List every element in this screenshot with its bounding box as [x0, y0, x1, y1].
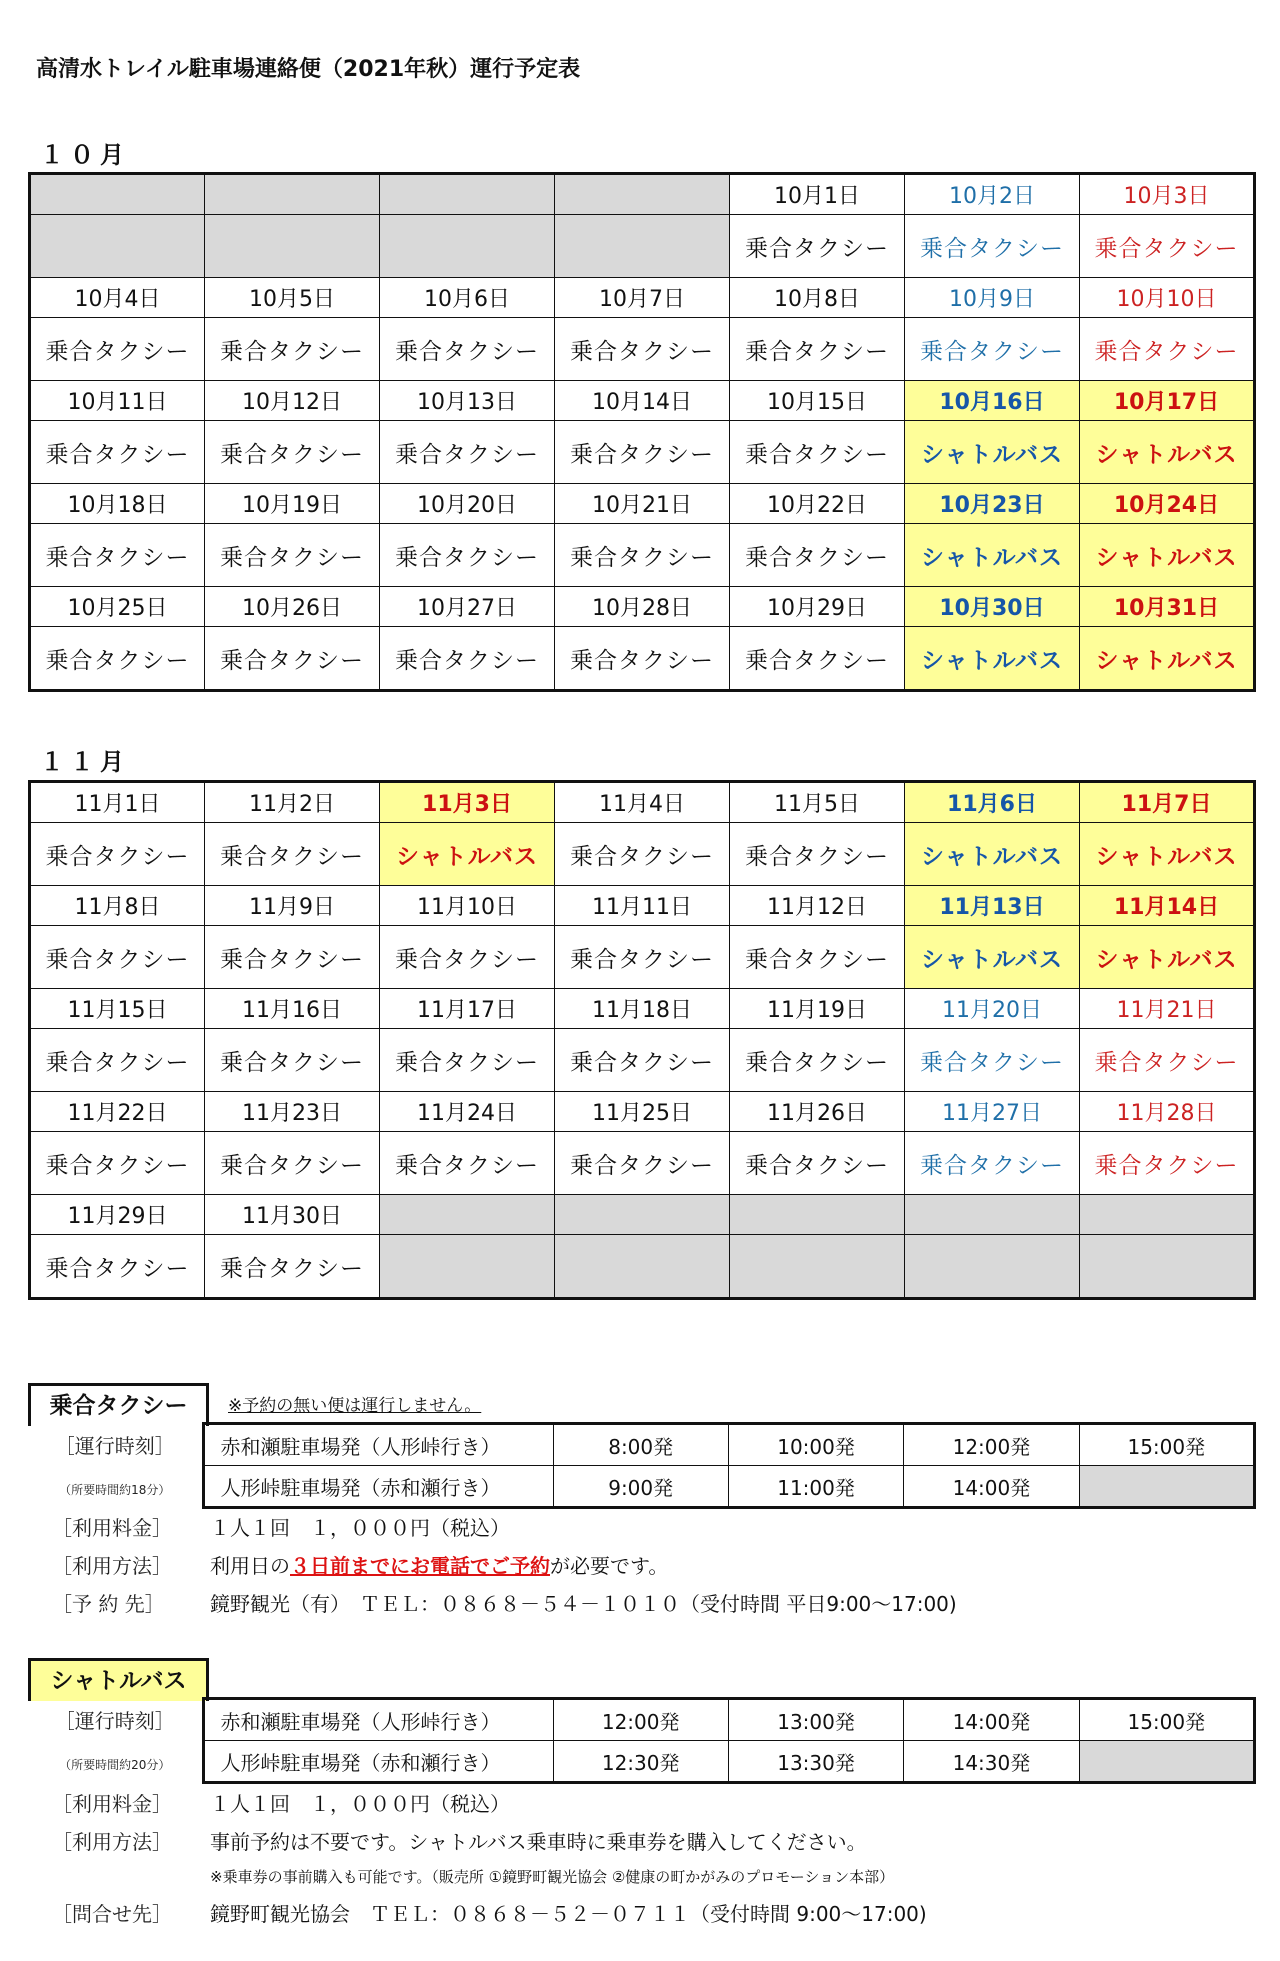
service-cell: 乗合タクシー: [730, 926, 905, 989]
calendar-service-row: [30, 1235, 1255, 1299]
date-cell: 11月6日: [905, 782, 1080, 823]
bus-usage: ［利用方法］ 事前予約は不要です。シャトルバス乗車時に乗車券を購入してください。: [52, 1830, 867, 1854]
date-cell: 11月2日: [205, 782, 380, 823]
service-cell: 乗合タクシー: [730, 318, 905, 381]
bus-schedule: [28, 1697, 1256, 1784]
empty-cell: [730, 1195, 905, 1235]
empty-cell: [30, 215, 205, 278]
taxi-time: 12:00発: [904, 1424, 1079, 1466]
date-cell: 11月20日: [905, 989, 1080, 1029]
date-cell: 10月23日: [905, 484, 1080, 524]
service-cell: 乗合タクシー: [380, 627, 555, 691]
empty-cell: [905, 1235, 1080, 1299]
calendar-date-row: [30, 174, 1255, 215]
service-cell: シャトルバス: [1080, 926, 1255, 989]
date-cell: 10月14日: [555, 381, 730, 421]
date-cell: 10月22日: [730, 484, 905, 524]
date-cell: 10月21日: [555, 484, 730, 524]
bus-sched-sub: （所要時間約20分）: [59, 1757, 171, 1772]
taxi-time: 11:00発: [728, 1466, 903, 1508]
date-cell: 11月23日: [205, 1092, 380, 1132]
service-cell: シャトルバス: [905, 823, 1080, 886]
date-cell: 11月24日: [380, 1092, 555, 1132]
calendar-date-row: [30, 782, 1255, 823]
date-cell: 10月13日: [380, 381, 555, 421]
taxi-time: 14:00発: [904, 1466, 1079, 1508]
taxi-time: 15:00発: [1079, 1424, 1254, 1466]
service-cell: 乗合タクシー: [30, 823, 205, 886]
service-cell: 乗合タクシー: [380, 1132, 555, 1195]
service-cell: 乗合タクシー: [905, 1029, 1080, 1092]
date-cell: 10月6日: [380, 278, 555, 318]
empty-cell: [380, 1235, 555, 1299]
date-cell: 10月30日: [905, 587, 1080, 627]
taxi-route-2: 人形峠駐車場発（赤和瀬行き）: [203, 1466, 553, 1508]
bus-time: 14:00発: [904, 1699, 1079, 1741]
date-cell: 10月15日: [730, 381, 905, 421]
date-cell: 11月22日: [30, 1092, 205, 1132]
service-cell: 乗合タクシー: [205, 627, 380, 691]
service-cell: シャトルバス: [1080, 421, 1255, 484]
calendar-date-row: [30, 1092, 1255, 1132]
date-cell: 11月15日: [30, 989, 205, 1029]
bus-note: ※乗車券の事前購入も可能です。（販売所 ①鏡野町観光協会 ②健康の町かがみのプロモーション本部）: [210, 1868, 895, 1886]
calendar-service-row: [30, 318, 1255, 381]
empty-cell: [380, 215, 555, 278]
date-cell: 11月28日: [1080, 1092, 1255, 1132]
empty-cell: [730, 1235, 905, 1299]
calendar-service-row: [30, 421, 1255, 484]
service-cell: 乗合タクシー: [30, 627, 205, 691]
calendar-date-row: [30, 278, 1255, 318]
service-cell: 乗合タクシー: [30, 318, 205, 381]
calendar-october: [28, 172, 1256, 692]
date-cell: 11月17日: [380, 989, 555, 1029]
date-cell: 11月7日: [1080, 782, 1255, 823]
service-cell: 乗合タクシー: [205, 926, 380, 989]
service-cell: 乗合タクシー: [205, 1132, 380, 1195]
service-cell: 乗合タクシー: [205, 1235, 380, 1299]
taxi-reservation: ［予 約 先］ 鏡野観光（有） ＴＥＬ：０８６８－５４－１０１０（受付時間 平日9:00～17:00): [52, 1592, 957, 1616]
calendar-date-row: [30, 381, 1255, 421]
taxi-usage: ［利用方法］ 利用日の３日前までにお電話でご予約が必要です。: [52, 1554, 669, 1578]
date-cell: 10月2日: [905, 174, 1080, 215]
service-cell: 乗合タクシー: [380, 421, 555, 484]
taxi-sched-sub: （所要時間約18分）: [59, 1482, 171, 1497]
page-title: 高清水トレイル駐車場連絡便（2021年秋）運行予定表: [36, 57, 581, 82]
taxi-schedule: [28, 1422, 1256, 1509]
empty-cell: [205, 174, 380, 215]
date-cell: 10月24日: [1080, 484, 1255, 524]
date-cell: 10月5日: [205, 278, 380, 318]
date-cell: 10月4日: [30, 278, 205, 318]
service-cell: 乗合タクシー: [205, 421, 380, 484]
bus-contact: ［問合せ先］ 鏡野町観光協会 ＴＥＬ：０８６８－５２－０７１１（受付時間 9:00～17:00): [52, 1902, 927, 1926]
service-cell: 乗合タクシー: [30, 926, 205, 989]
taxi-time: 10:00発: [728, 1424, 903, 1466]
date-cell: 11月1日: [30, 782, 205, 823]
date-cell: 11月26日: [730, 1092, 905, 1132]
date-cell: 11月3日: [380, 782, 555, 823]
date-cell: 10月28日: [555, 587, 730, 627]
service-cell: シャトルバス: [1080, 627, 1255, 691]
service-cell: 乗合タクシー: [555, 823, 730, 886]
bus-time: 13:00発: [728, 1699, 903, 1741]
date-cell: 10月19日: [205, 484, 380, 524]
service-cell: 乗合タクシー: [730, 1132, 905, 1195]
service-cell: シャトルバス: [1080, 524, 1255, 587]
service-cell: 乗合タクシー: [730, 823, 905, 886]
date-cell: 10月12日: [205, 381, 380, 421]
calendar-date-row: [30, 989, 1255, 1029]
taxi-fee: ［利用料金］ １人１回 １，０００円（税込）: [52, 1516, 510, 1540]
empty-cell: [1080, 1235, 1255, 1299]
taxi-route-1: 赤和瀬駐車場発（人形峠行き）: [203, 1424, 553, 1466]
date-cell: 11月30日: [205, 1195, 380, 1235]
empty-cell: [380, 1195, 555, 1235]
service-cell: シャトルバス: [905, 524, 1080, 587]
date-cell: 11月16日: [205, 989, 380, 1029]
date-cell: 11月4日: [555, 782, 730, 823]
date-cell: 10月16日: [905, 381, 1080, 421]
bus-header: シャトルバス: [28, 1658, 209, 1701]
date-cell: 10月10日: [1080, 278, 1255, 318]
service-cell: 乗合タクシー: [730, 215, 905, 278]
bus-time: 14:30発: [904, 1741, 1079, 1783]
service-cell: 乗合タクシー: [30, 1029, 205, 1092]
month-label-november: １１月: [40, 748, 130, 776]
service-cell: 乗合タクシー: [380, 926, 555, 989]
service-cell: 乗合タクシー: [205, 524, 380, 587]
date-cell: 10月26日: [205, 587, 380, 627]
empty-cell: [555, 1235, 730, 1299]
taxi-time-empty: [1079, 1466, 1254, 1508]
date-cell: 10月3日: [1080, 174, 1255, 215]
taxi-header: 乗合タクシー: [28, 1383, 209, 1426]
service-cell: 乗合タクシー: [555, 1029, 730, 1092]
bus-sched-label: ［運行時刻］: [54, 1709, 175, 1733]
date-cell: 10月17日: [1080, 381, 1255, 421]
date-cell: 10月29日: [730, 587, 905, 627]
service-cell: 乗合タクシー: [730, 627, 905, 691]
service-cell: 乗合タクシー: [905, 318, 1080, 381]
service-cell: 乗合タクシー: [30, 421, 205, 484]
date-cell: 11月25日: [555, 1092, 730, 1132]
service-cell: 乗合タクシー: [730, 421, 905, 484]
taxi-note: ※予約の無い便は運行しません。: [228, 1396, 482, 1416]
service-cell: 乗合タクシー: [380, 1029, 555, 1092]
empty-cell: [905, 1195, 1080, 1235]
bus-route-2: 人形峠駐車場発（赤和瀬行き）: [203, 1741, 553, 1783]
service-cell: 乗合タクシー: [30, 1132, 205, 1195]
date-cell: 11月21日: [1080, 989, 1255, 1029]
date-cell: 10月27日: [380, 587, 555, 627]
bus-time-empty: [1079, 1741, 1254, 1783]
date-cell: 10月1日: [730, 174, 905, 215]
service-cell: 乗合タクシー: [555, 627, 730, 691]
date-cell: 10月31日: [1080, 587, 1255, 627]
calendar-service-row: [30, 1029, 1255, 1092]
calendar-service-row: [30, 627, 1255, 691]
service-cell: 乗合タクシー: [380, 524, 555, 587]
service-cell: シャトルバス: [905, 926, 1080, 989]
service-cell: 乗合タクシー: [30, 524, 205, 587]
bus-fee: ［利用料金］ １人１回 １，０００円（税込）: [52, 1792, 510, 1816]
calendar-november: [28, 780, 1256, 1300]
bus-time: 15:00発: [1079, 1699, 1254, 1741]
service-cell: 乗合タクシー: [555, 318, 730, 381]
date-cell: 11月29日: [30, 1195, 205, 1235]
date-cell: 10月9日: [905, 278, 1080, 318]
date-cell: 10月7日: [555, 278, 730, 318]
calendar-service-row: [30, 823, 1255, 886]
date-cell: 10月18日: [30, 484, 205, 524]
calendar-date-row: [30, 587, 1255, 627]
service-cell: 乗合タクシー: [555, 926, 730, 989]
empty-cell: [555, 1195, 730, 1235]
empty-cell: [30, 174, 205, 215]
taxi-time: 8:00発: [553, 1424, 728, 1466]
date-cell: 11月11日: [555, 886, 730, 926]
service-cell: 乗合タクシー: [205, 318, 380, 381]
bus-time: 13:30発: [728, 1741, 903, 1783]
date-cell: 11月5日: [730, 782, 905, 823]
taxi-time: 9:00発: [553, 1466, 728, 1508]
service-cell: 乗合タクシー: [205, 823, 380, 886]
empty-cell: [1080, 1195, 1255, 1235]
bus-time: 12:00発: [553, 1699, 728, 1741]
service-cell: 乗合タクシー: [205, 1029, 380, 1092]
service-cell: 乗合タクシー: [555, 421, 730, 484]
service-cell: 乗合タクシー: [555, 524, 730, 587]
service-cell: 乗合タクシー: [380, 318, 555, 381]
empty-cell: [555, 215, 730, 278]
date-cell: 10月11日: [30, 381, 205, 421]
calendar-service-row: [30, 926, 1255, 989]
empty-cell: [205, 215, 380, 278]
service-cell: シャトルバス: [905, 421, 1080, 484]
date-cell: 11月12日: [730, 886, 905, 926]
calendar-date-row: [30, 886, 1255, 926]
date-cell: 11月14日: [1080, 886, 1255, 926]
service-cell: 乗合タクシー: [1080, 1132, 1255, 1195]
calendar-service-row: [30, 524, 1255, 587]
date-cell: 11月19日: [730, 989, 905, 1029]
service-cell: シャトルバス: [905, 627, 1080, 691]
service-cell: 乗合タクシー: [905, 1132, 1080, 1195]
bus-route-1: 赤和瀬駐車場発（人形峠行き）: [203, 1699, 553, 1741]
date-cell: 11月18日: [555, 989, 730, 1029]
empty-cell: [380, 174, 555, 215]
service-cell: 乗合タクシー: [730, 524, 905, 587]
calendar-date-row: [30, 484, 1255, 524]
date-cell: 11月10日: [380, 886, 555, 926]
service-cell: 乗合タクシー: [730, 1029, 905, 1092]
date-cell: 11月27日: [905, 1092, 1080, 1132]
date-cell: 11月13日: [905, 886, 1080, 926]
service-cell: 乗合タクシー: [905, 215, 1080, 278]
taxi-sched-label: ［運行時刻］: [54, 1434, 175, 1458]
date-cell: 11月8日: [30, 886, 205, 926]
service-cell: 乗合タクシー: [30, 1235, 205, 1299]
service-cell: 乗合タクシー: [555, 1132, 730, 1195]
calendar-service-row: [30, 215, 1255, 278]
empty-cell: [555, 174, 730, 215]
month-label-october: １０月: [40, 141, 130, 169]
date-cell: 10月8日: [730, 278, 905, 318]
service-cell: 乗合タクシー: [1080, 318, 1255, 381]
service-cell: 乗合タクシー: [1080, 215, 1255, 278]
bus-time: 12:30発: [553, 1741, 728, 1783]
service-cell: シャトルバス: [380, 823, 555, 886]
date-cell: 11月9日: [205, 886, 380, 926]
date-cell: 10月20日: [380, 484, 555, 524]
calendar-date-row: [30, 1195, 1255, 1235]
service-cell: シャトルバス: [1080, 823, 1255, 886]
calendar-service-row: [30, 1132, 1255, 1195]
service-cell: 乗合タクシー: [1080, 1029, 1255, 1092]
date-cell: 10月25日: [30, 587, 205, 627]
